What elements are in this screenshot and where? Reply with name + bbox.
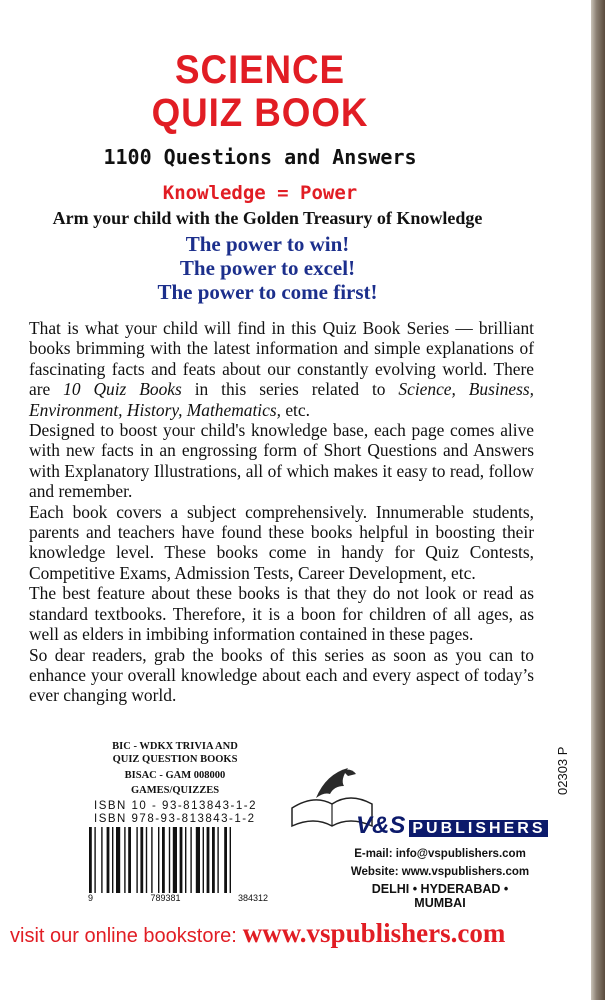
isbn-10: ISBN 10 - 93-813843-1-2 xyxy=(94,800,257,812)
power-line-2: The power to excel! xyxy=(179,256,356,280)
barcode-digits: 9 789381 384312 xyxy=(86,893,270,903)
product-code: 02303 P xyxy=(555,746,570,795)
blurb-paragraph-2: Designed to boost your child's knowledge base, each page comes alive with new facts in an engrossing form of Short Questions and Answers with Explanatory Illustrations, all of which makes it easy to read, follow and remember. xyxy=(29,420,534,502)
blurb-paragraph-1: That is what your child will find in this Quiz Book Series — brilliant books brimming with the latest information and simple explanations of fascinating facts and feats about our constantly evolving world. There are 10 Quiz Books in this series related to Science, Business, Environment, History, Mathematics, etc. xyxy=(29,318,534,420)
publisher-cities: DELHI • HYDERABAD • MUMBAI xyxy=(371,882,509,910)
book-title-line2: QUIZ BOOK xyxy=(151,91,369,135)
book-title-line1: SCIENCE xyxy=(174,48,346,92)
footer-url[interactable]: www.vspublishers.com xyxy=(242,918,506,948)
footer-label: visit our online bookstore: xyxy=(10,925,237,947)
blurb-text xyxy=(29,318,534,706)
bisac-code: BISAC - GAM 008000 xyxy=(124,770,226,781)
publisher-email: E-mail: info@vspublishers.com xyxy=(354,848,526,860)
blurb-paragraph-5: So dear readers, grab the books of this series as soon as you can to enhance your overall knowledge about each and every aspect of today’s ever changing world. xyxy=(29,644,534,706)
publisher-website: Website: www.vspublishers.com xyxy=(350,866,530,878)
footer xyxy=(10,918,505,949)
subtitle: 1100 Questions and Answers xyxy=(103,145,417,169)
category: GAMES/QUIZZES xyxy=(130,785,220,796)
arm-line: Arm your child with the Golden Treasury of Knowledge xyxy=(52,208,483,228)
blurb-paragraph-3: Each book covers a subject comprehensively. Innumerable students, parents and teachers have found these books helpful in boosting their knowledge level. These books come in handy for Quiz Contests, Competitive Exams, Admission Tests, Career Development, etc. xyxy=(29,501,534,583)
publisher-logo: V&S PUBLISHERS xyxy=(356,812,548,840)
power-line-1: The power to win! xyxy=(185,232,350,256)
isbn-13: ISBN 978-93-813843-1-2 xyxy=(94,813,256,825)
power-line-3: The power to come first! xyxy=(157,280,378,304)
tagline: Knowledge = Power xyxy=(162,182,358,204)
spine-edge xyxy=(591,0,605,1000)
blurb-paragraph-4: The best feature about these books is that they do not look or read as standard textbooks. Therefore, it is a boon for children of all ages, as well as elders in imbibing information contained in these pages. xyxy=(29,583,534,645)
bic-code: BIC - WDKX TRIVIA AND QUIZ QUESTION BOOKS xyxy=(112,741,238,765)
